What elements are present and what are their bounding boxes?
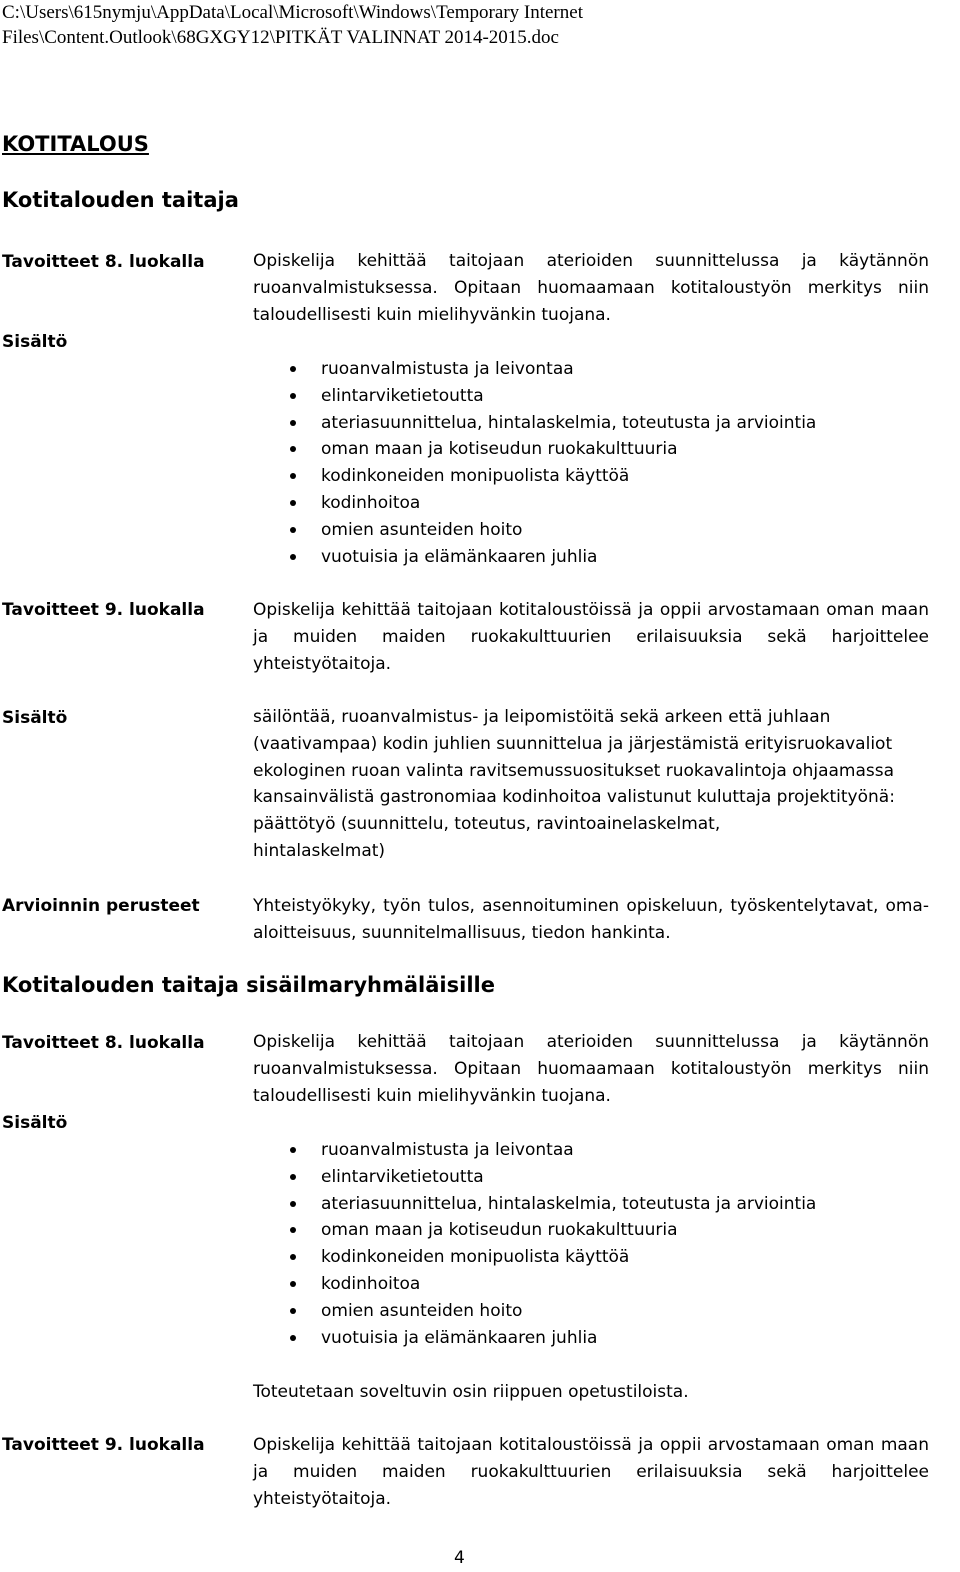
bullet-icon bbox=[290, 366, 296, 372]
bullet-icon bbox=[290, 1281, 296, 1287]
bullet-icon bbox=[290, 1308, 296, 1314]
bullet-icon bbox=[290, 420, 296, 426]
bullet-icon bbox=[290, 500, 296, 506]
list-item: kodinkoneiden monipuolista käyttöä bbox=[253, 1244, 816, 1271]
section-1-content-label: Sisältö bbox=[2, 332, 68, 352]
bullet-icon bbox=[290, 1227, 296, 1233]
page-number: 4 bbox=[454, 1548, 465, 1568]
file-path bbox=[2, 0, 583, 50]
section-1-content-9-label: Sisältö bbox=[2, 708, 68, 728]
list-item: kodinhoitoa bbox=[253, 490, 816, 517]
list-item: elintarviketietoutta bbox=[253, 383, 816, 410]
file-path-line-2: Files\Content.Outlook\68GXGY12\PITKÄT VALINNAT 2014-2015.doc bbox=[2, 27, 559, 48]
list-item: omien asunteiden hoito bbox=[253, 1298, 816, 1325]
section-1-title: Kotitalouden taitaja bbox=[2, 188, 239, 212]
content-line: hintalaskelmat) bbox=[253, 840, 386, 861]
section-1-assessment-text: Yhteistyökyky, työn tulos, asennoituminen opiskeluun, työskentelytavat, oma-aloitteisuus, suunnitelmallisuus, tiedon hankinta. bbox=[253, 896, 929, 943]
section-1-assessment-label: Arvioinnin perusteet bbox=[2, 896, 200, 916]
list-item: ruoanvalmistusta ja leivontaa bbox=[253, 356, 816, 383]
bullet-icon bbox=[290, 1335, 296, 1341]
section-2-goals-8-label: Tavoitteet 8. luokalla bbox=[2, 1033, 205, 1053]
list-item: vuotuisia ja elämänkaaren juhlia bbox=[253, 1325, 816, 1352]
list-item: kodinhoitoa bbox=[253, 1271, 816, 1298]
list-item: ateriasuunnittelua, hintalaskelmia, toteutusta ja arviointia bbox=[253, 410, 816, 437]
section-1-bullet-list bbox=[253, 356, 816, 570]
list-item: kodinkoneiden monipuolista käyttöä bbox=[253, 463, 816, 490]
section-1-content-9-text bbox=[253, 704, 895, 865]
file-path-line-1: C:\Users\615nymju\AppData\Local\Microsoft\Windows\Temporary Internet bbox=[2, 2, 583, 23]
bullet-icon bbox=[290, 1254, 296, 1260]
section-1-goals-9-label: Tavoitteet 9. luokalla bbox=[2, 600, 205, 620]
list-item: elintarviketietoutta bbox=[253, 1164, 816, 1191]
section-2-goals-8-text: Opiskelija kehittää taitojaan aterioiden suunnittelussa ja käytännön ruoanvalmistuksessa. Opitaan huomaamaan kotitaloustyön merkitys niin taloudellisesti kuin mielihyvänkin tuojana. bbox=[253, 1032, 929, 1106]
bullet-icon bbox=[290, 527, 296, 533]
page-heading: KOTITALOUS bbox=[2, 132, 149, 156]
list-item: oman maan ja kotiseudun ruokakulttuuria bbox=[253, 436, 816, 463]
section-2-content-label: Sisältö bbox=[2, 1113, 68, 1133]
section-1-goals-9-text: Opiskelija kehittää taitojaan kotitaloustöissä ja oppii arvostamaan oman maan ja muiden maiden ruokakulttuurien erilaisuuksia sekä harjoittelee yhteistyötaitoja. bbox=[253, 600, 929, 674]
content-line: säilöntää, ruoanvalmistus- ja leipomistöitä sekä arkeen että juhlaan bbox=[253, 707, 831, 727]
bullet-icon bbox=[290, 473, 296, 479]
section-1-goals-8-text: Opiskelija kehittää taitojaan aterioiden suunnittelussa ja käytännön ruoanvalmistuksessa. Opitaan huomaamaan kotitaloustyön merkitys niin taloudellisesti kuin mielihyvänkin tuojana. bbox=[253, 251, 929, 325]
content-line: päättötyö (suunnittelu, toteutus, ravintoainelaskelmat, bbox=[253, 814, 721, 835]
list-item: ateriasuunnittelua, hintalaskelmia, toteutusta ja arviointia bbox=[253, 1191, 816, 1218]
list-item: ruoanvalmistusta ja leivontaa bbox=[253, 1137, 816, 1164]
section-2-goals-9-text: Opiskelija kehittää taitojaan kotitaloustöissä ja oppii arvostamaan oman maan ja muiden maiden ruokakulttuurien erilaisuuksia sekä harjoittelee yhteistyötaitoja. bbox=[253, 1435, 929, 1509]
list-item: vuotuisia ja elämänkaaren juhlia bbox=[253, 544, 816, 571]
section-1-goals-8-label: Tavoitteet 8. luokalla bbox=[2, 252, 205, 272]
section-2-bullet-list bbox=[253, 1137, 816, 1351]
bullet-icon bbox=[290, 446, 296, 452]
content-line: ekologinen ruoan valinta ravitsemussuositukset ruokavalintoja ohjaamassa bbox=[253, 760, 895, 781]
section-2-title: Kotitalouden taitaja sisäilmaryhmäläisille bbox=[2, 973, 495, 997]
bullet-icon bbox=[290, 393, 296, 399]
content-line: (vaativampaa) kodin juhlien suunnittelua ja järjestämistä erityisruokavaliot bbox=[253, 733, 893, 754]
section-2-note: Toteutetaan soveltuvin osin riippuen opetustiloista. bbox=[253, 1382, 689, 1402]
section-2-goals-9-label: Tavoitteet 9. luokalla bbox=[2, 1435, 205, 1455]
bullet-icon bbox=[290, 1147, 296, 1153]
bullet-icon bbox=[290, 554, 296, 560]
list-item: omien asunteiden hoito bbox=[253, 517, 816, 544]
bullet-icon bbox=[290, 1174, 296, 1180]
content-line: kansainvälistä gastronomiaa kodinhoitoa valistunut kuluttaja projektityönä: bbox=[253, 787, 895, 808]
list-item: oman maan ja kotiseudun ruokakulttuuria bbox=[253, 1217, 816, 1244]
bullet-icon bbox=[290, 1201, 296, 1207]
